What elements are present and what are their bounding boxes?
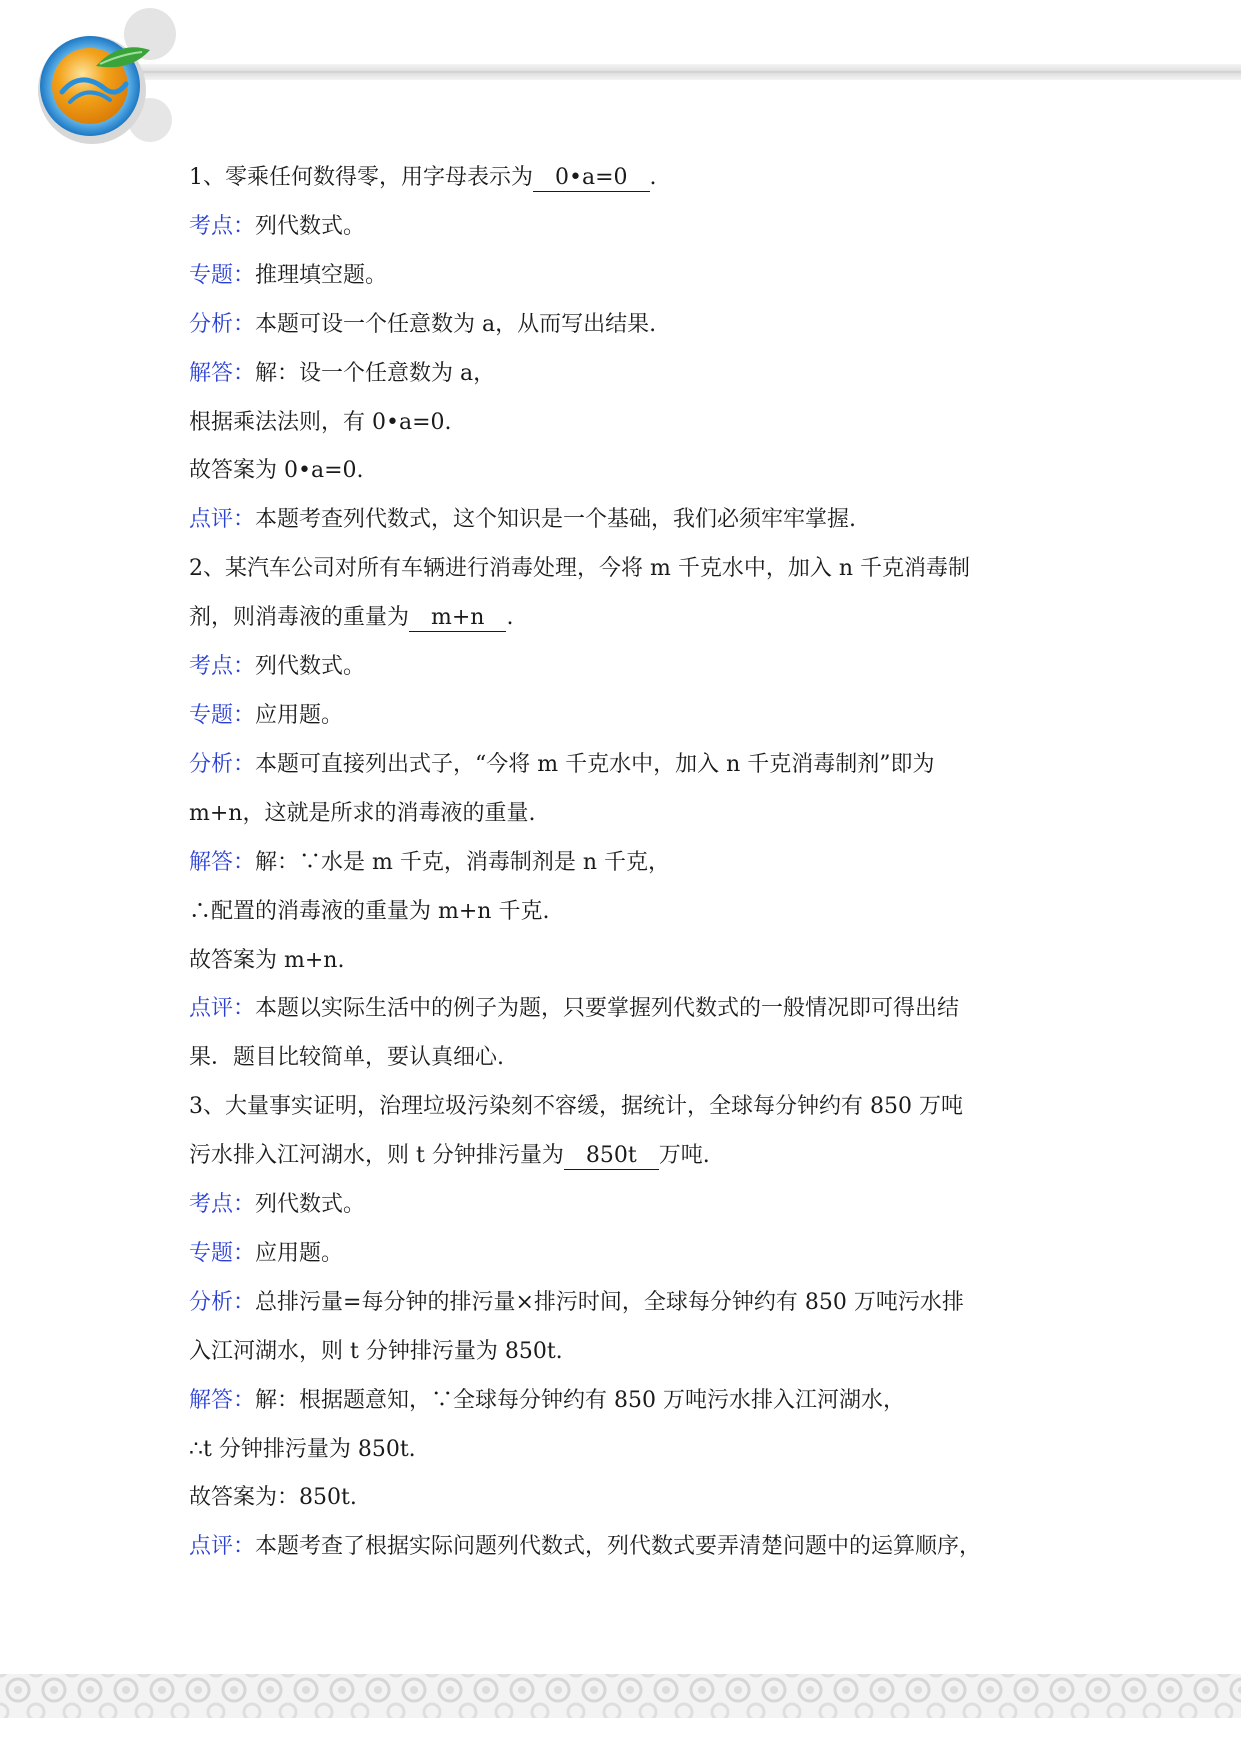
- line-text: 应用题。: [255, 702, 344, 728]
- document-body: [189, 154, 1059, 1572]
- text-line: [189, 937, 1059, 986]
- line-text: 3、大量事实证明，治理垃圾污染刻不容缓，据统计，全球每分钟约有 850 万吨: [189, 1094, 963, 1120]
- text-line: [189, 985, 1059, 1034]
- line-text: 1、零乘任何数得零，用字母表示为: [189, 165, 533, 190]
- text-line: [189, 203, 1059, 252]
- line-text: 本题可设一个任意数为 a，从而写出结果.: [255, 311, 657, 337]
- text-line: [189, 350, 1059, 399]
- footer-pattern: [0, 1668, 1241, 1724]
- text-line: [189, 447, 1059, 496]
- text-line: [189, 1474, 1059, 1523]
- line-text: .: [506, 605, 514, 631]
- line-text: 解：根据题意知，∵全球每分钟约有 850 万吨污水排入江河湖水，: [255, 1387, 905, 1413]
- text-line: [189, 692, 1059, 741]
- section-label: 专题：: [189, 262, 256, 288]
- header-decoration: [0, 0, 1241, 160]
- line-text: 万吨.: [658, 1143, 710, 1169]
- text-line: [189, 643, 1059, 692]
- section-label: 解答：: [189, 360, 256, 386]
- section-label: 考点：: [189, 213, 256, 239]
- answer-blank: m+n: [409, 605, 506, 632]
- line-text: 解：设一个任意数为 a，: [255, 360, 496, 386]
- section-label: 点评：: [189, 996, 256, 1022]
- section-label: 分析：: [189, 1289, 256, 1315]
- text-line: [189, 1377, 1059, 1426]
- page-footer: [0, 1668, 1241, 1724]
- answer-blank: 0•a=0: [533, 165, 650, 192]
- line-text: 果．题目比较简单，要认真细心.: [189, 1045, 504, 1071]
- section-label: 点评：: [189, 1534, 256, 1560]
- line-text: .: [649, 165, 657, 190]
- text-line: [189, 741, 1059, 790]
- line-text: 2、某汽车公司对所有车辆进行消毒处理，今将 m 千克水中，加入 n 千克消毒制: [189, 556, 971, 582]
- line-text: 应用题。: [255, 1240, 344, 1266]
- text-line: [189, 594, 1059, 643]
- line-text: 剂，则消毒液的重量为: [189, 605, 410, 631]
- line-text: ∴配置的消毒液的重量为 m+n 千克.: [189, 898, 550, 924]
- text-line: [189, 1034, 1059, 1083]
- section-label: 专题：: [189, 1240, 256, 1266]
- text-line: [189, 1230, 1059, 1279]
- line-text: 推理填空题。: [255, 262, 388, 288]
- section-label: 解答：: [189, 1387, 256, 1413]
- line-text: 列代数式。: [255, 1192, 366, 1218]
- text-line: [189, 1328, 1059, 1377]
- section-label: 解答：: [189, 849, 256, 875]
- line-text: 本题考查列代数式，这个知识是一个基础，我们必须牢牢掌握.: [255, 507, 857, 533]
- line-text: 本题考查了根据实际问题列代数式，列代数式要弄清楚问题中的运算顺序，: [255, 1534, 982, 1560]
- text-line: [189, 1132, 1059, 1181]
- text-line: [189, 888, 1059, 937]
- text-line: [189, 1523, 1059, 1572]
- section-label: 考点：: [189, 654, 256, 680]
- section-label: 点评：: [189, 507, 256, 533]
- line-text: ∴t 分钟排污量为 850t.: [189, 1436, 416, 1462]
- section-label: 分析：: [189, 751, 256, 777]
- line-text: 故答案为 0•a=0.: [189, 458, 364, 484]
- text-line: [189, 839, 1059, 888]
- line-text: 故答案为 m+n.: [189, 947, 345, 973]
- line-text: 污水排入江河湖水，则 t 分钟排污量为: [189, 1143, 564, 1169]
- line-text: 解：∵水是 m 千克，消毒制剂是 n 千克，: [255, 849, 671, 875]
- text-line: [189, 496, 1059, 545]
- text-line: [189, 790, 1059, 839]
- line-text: 本题以实际生活中的例子为题，只要掌握列代数式的一般情况即可得出结: [255, 996, 960, 1022]
- line-text: 总排污量=每分钟的排污量×排污时间，全球每分钟约有 850 万吨污水排: [255, 1289, 964, 1315]
- line-text: 故答案为：850t.: [189, 1485, 357, 1511]
- page-header: [0, 0, 1241, 160]
- text-line: [189, 399, 1059, 448]
- text-line: [189, 545, 1059, 594]
- line-text: 列代数式。: [255, 213, 366, 239]
- section-label: 分析：: [189, 311, 256, 337]
- line-text: 入江河湖水，则 t 分钟排污量为 850t.: [189, 1338, 563, 1364]
- section-label: 考点：: [189, 1192, 256, 1218]
- text-line: [189, 252, 1059, 301]
- line-text: m+n，这就是所求的消毒液的重量.: [189, 800, 536, 826]
- text-line: [189, 1279, 1059, 1328]
- line-text: 根据乘法法则，有 0•a=0.: [189, 409, 452, 435]
- text-line: [189, 1083, 1059, 1132]
- line-text: 本题可直接列出式子，“今将 m 千克水中，加入 n 千克消毒制剂”即为: [255, 751, 935, 777]
- answer-blank: 850t: [564, 1143, 659, 1170]
- line-text: 列代数式。: [255, 654, 366, 680]
- text-line: [189, 1426, 1059, 1475]
- text-line: [189, 1181, 1059, 1230]
- section-label: 专题：: [189, 702, 256, 728]
- text-line: [189, 301, 1059, 350]
- text-line: [189, 154, 1059, 203]
